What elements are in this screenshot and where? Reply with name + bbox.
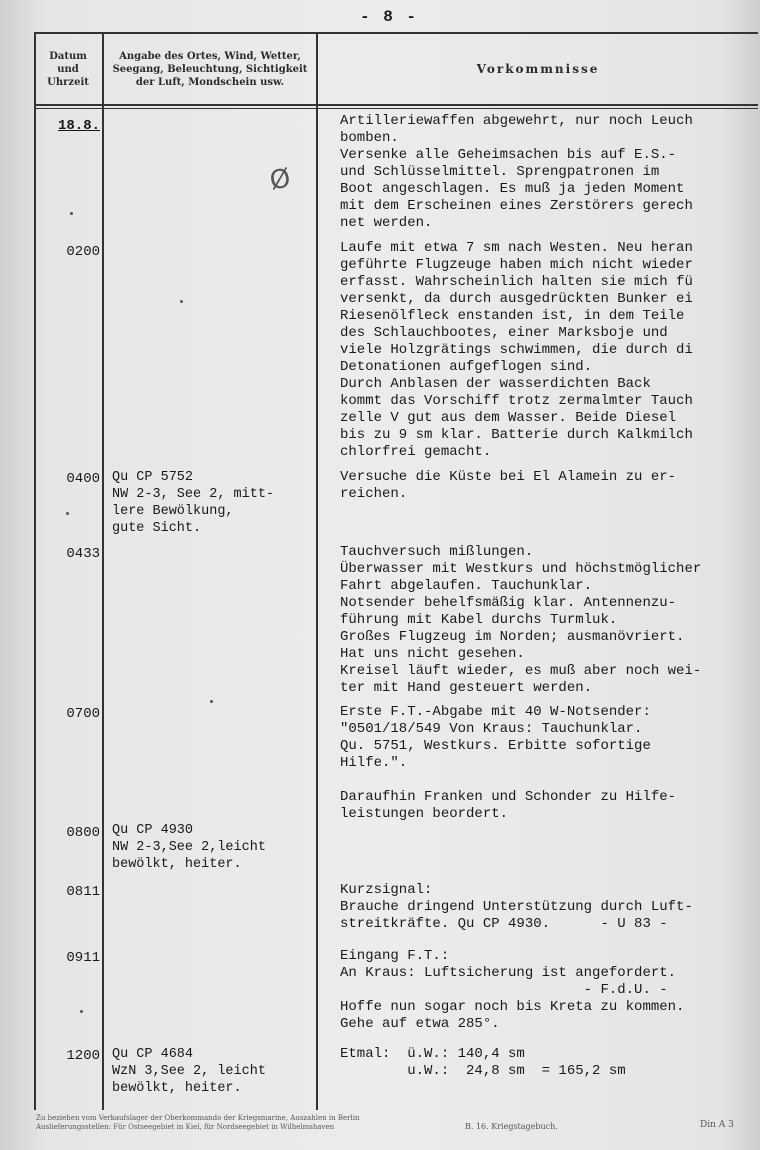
entry-events: Etmal: ü.W.: 140,4 sm u.W.: 24,8 sm = 165,2 sm [340,1046,626,1079]
entry-time: 0200 [66,244,100,260]
entry-events: Artilleriewaffen abgewehrt, nur noch Leuch bomben. Versenke alle Geheimsachen bis auf E.S.- und Schlüsselmittel. Sprengpatronen im Boot angeschlagen. Es muß ja jeden Moment mit dem Erscheinen eines Zerstörers gerech net werden. [340,113,693,231]
footer-publisher-note: Zu beziehen vom Verkaufslager der Oberkommando der Kriegsmarine, Auszahlen in Berlin Auslieferungsstellen: Für Ostseegebiet in Kiel, für Nordseegebiet in Wilhelmshaven [36,1114,360,1131]
entry-location-weather: Qu CP 4930 NW 2-3,See 2,leicht bewölkt, heiter. [112,823,266,872]
scan-speck [80,1010,83,1013]
handwritten-mark: Ø [267,163,293,197]
scan-speck [210,700,213,703]
entry-time: 0800 [66,825,100,841]
col-divider-left [34,32,36,1110]
entry-events: Eingang F.T.: An Kraus: Luftsicherung ist angefordert. - F.d.U. - Hoffe nun sogar noch bis Kreta zu kommen. Gehe auf etwa 285°. [340,948,685,1032]
entry-events: Erste F.T.-Abgabe mit 40 W-Notsender: "0501/18/549 Von Kraus: Tauchunklar. Qu. 5751, Westkurs. Erbitte sofortige Hilfe.". Daraufhin Franken und Schonder zu Hilfe- leistungen beordert. [340,704,677,822]
entry-location-weather: Qu CP 5752 NW 2-3, See 2, mitt- lere Bewölkung, gute Sicht. [112,470,275,536]
scan-speck [180,300,183,303]
header-events [318,32,758,106]
entry-events: Tauchversuch mißlungen. Überwasser mit Westkurs und höchstmöglicher Fahrt abgelaufen. Tauchunklar. Notsender behelfsmäßig klar. Antennenzu- führung mit Kabel durchs Turmluk. Großes Flugzeug im Norden; ausmanövriert. Hat uns nicht gesehen. Kreisel läuft wieder, es muß aber noch wei- ter mit Hand gesteuert werden. [340,544,702,696]
entry-time: 1200 [66,1048,100,1064]
entry-time: 0700 [66,706,100,722]
header-date-label: Datum und Uhrzeit [47,50,89,88]
entry-time: 0433 [66,546,100,562]
header-events-label: Vorkommnisse [476,61,600,76]
col-divider-date [102,32,104,1110]
entry-events: Laufe mit etwa 7 sm nach Westen. Neu heran geführte Flugzeuge haben mich nicht wieder erfasst. Wahrscheinlich halten sie mich fü versenkt, da durch ausgedrückten Bunker ei Riesenölfleck enstanden ist, in dem Teile des Schlauchbootes, einer Marksboje und viele Holzgrätings schwimmen, die durch di Detonationen aufgeflogen sind. Durch Anblasen der wasserdichten Back kommt das Vorschiff trotz zermalmter Tauch zelle V gut aus dem Wasser. Beide Diesel bis zu 9 sm klar. Batterie durch Kalkmilch chlorfrei gemacht. [340,240,693,460]
header-place-label: Angabe des Ortes, Wind, Wetter, Seegang, Beleuchtung, Sichtigkeit der Luft, Mondschein usw. [112,50,308,88]
entry-events: Kurzsignal: Brauche dringend Unterstützung durch Luft- streitkräfte. Qu CP 4930. - U 83 - [340,882,693,932]
entry-location-weather: Qu CP 4684 WzN 3,See 2, leicht bewölkt, heiter. [112,1047,266,1096]
entry-time: 0811 [66,884,100,900]
entry-time: 0400 [66,471,100,487]
scan-speck [70,212,73,215]
scan-speck [66,512,69,515]
header-date-time [34,32,102,106]
table-header [0,32,760,106]
footer-paper-size: Din A 3 [700,1120,734,1130]
header-bottom-border-2 [34,108,758,109]
footer-form-id: B. 16. Kriegstagebuch. [465,1122,558,1131]
page-number: - 8 - [360,8,419,26]
entry-date: 18.8. [57,118,100,134]
entry-time: 0911 [66,950,100,966]
entry-events: Versuche die Küste bei El Alamein zu er- reichen. [340,469,677,502]
col-divider-place [316,32,318,1110]
header-location-weather [104,32,316,106]
